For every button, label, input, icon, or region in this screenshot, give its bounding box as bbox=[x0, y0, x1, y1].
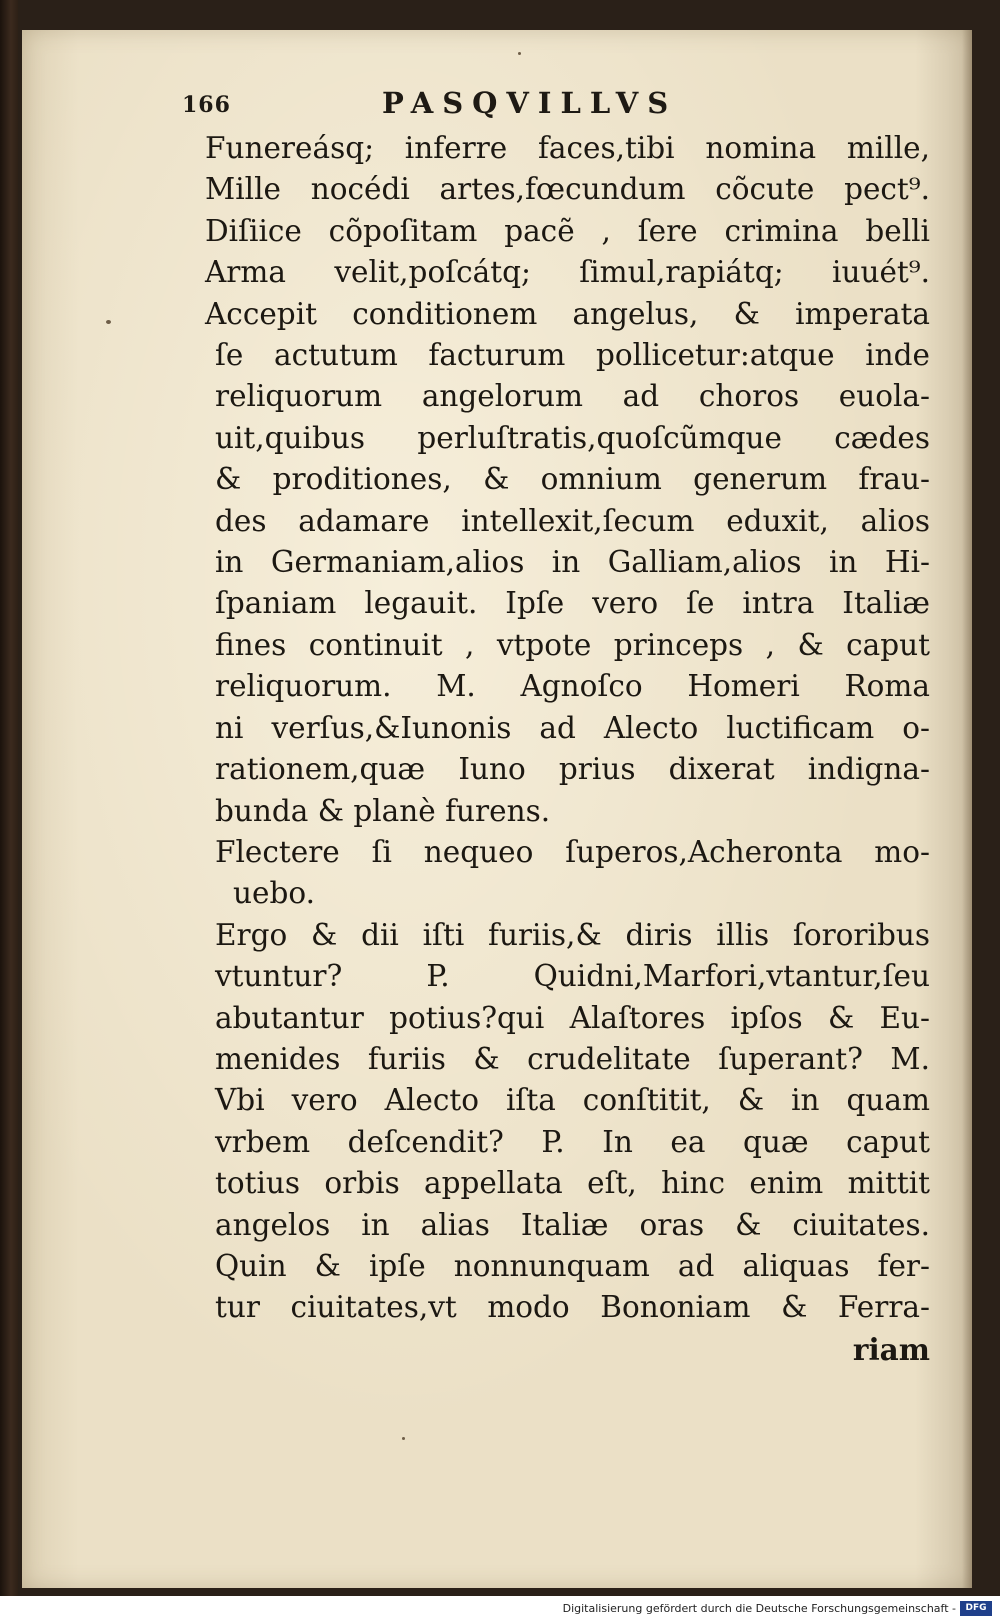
text-line: tur ciuitates,vt modo Bononiam & Ferra- bbox=[215, 1290, 930, 1325]
body-text bbox=[205, 128, 930, 1370]
paper-speck bbox=[106, 320, 111, 324]
text-line: Arma velit,poſcátq; ſimul,rapiátq; iuuét⁹. bbox=[205, 255, 930, 290]
text-line: Diſiice cõpoſitam pacẽ , ſere crimina belli bbox=[205, 213, 930, 248]
catchword: riam bbox=[852, 1331, 930, 1367]
running-title: PASQVILLVS bbox=[382, 86, 678, 120]
text-line: des adamare intellexit,ſecum eduxit, alios bbox=[215, 503, 930, 538]
text-line: abutantur potius?qui Alaſtores ipſos & Eu- bbox=[215, 1000, 930, 1035]
text-line: rationem,quæ Iuno prius dixerat indigna- bbox=[215, 752, 930, 787]
book-cover-edge bbox=[0, 0, 18, 1596]
text-line: ni verſus,&Iunonis ad Alecto luctificam o- bbox=[215, 710, 930, 745]
text-line: vrbem deſcendit? P. In ea quæ caput bbox=[215, 1124, 930, 1159]
page-edge-shadow bbox=[962, 30, 972, 1588]
text-line: Vbi vero Alecto iſta conſtitit, & in quam bbox=[215, 1083, 930, 1118]
text-line: Ergo & dii iſti furiis,& diris illis ſororibus bbox=[215, 917, 930, 952]
text-line: Quin & ipſe nonnunquam ad aliquas fer- bbox=[215, 1248, 930, 1283]
text-line: uebo. bbox=[233, 876, 315, 911]
paper-speck bbox=[402, 1437, 405, 1440]
funding-notice: Digitalisierung gefördert durch die Deutsche Forschungsgemeinschaft - bbox=[562, 1602, 956, 1615]
text-line: totius orbis appellata eſt, hinc enim mittit bbox=[215, 1166, 930, 1201]
text-line: menides furiis & crudelitate ſuperant? M. bbox=[215, 1041, 930, 1076]
text-line: ſe actutum facturum pollicetur:atque inde bbox=[215, 338, 930, 373]
text-line: reliquorum angelorum ad choros euola- bbox=[215, 379, 930, 414]
digitization-footer bbox=[0, 1596, 1000, 1622]
text-line: reliquorum. M. Agnoſco Homeri Roma bbox=[215, 669, 930, 704]
text-line: ſpaniam legauit. Ipſe vero ſe intra Italiæ bbox=[215, 586, 930, 621]
text-line: Mille nocédi artes,fœcundum cõcute pect⁹. bbox=[205, 172, 930, 207]
text-line: bunda & planè furens. bbox=[215, 793, 551, 828]
text-line: fines continuit , vtpote princeps , & caput bbox=[215, 627, 930, 662]
text-line: angelos in alias Italiæ oras & ciuitates. bbox=[215, 1207, 930, 1242]
paper-speck bbox=[518, 52, 521, 55]
dfg-logo: DFG bbox=[960, 1601, 992, 1616]
text-line: Funereásq; inferre faces,tibi nomina mille, bbox=[205, 131, 930, 165]
text-line: Accepit conditionem angelus, & imperata bbox=[205, 296, 930, 331]
running-head bbox=[182, 86, 952, 126]
text-line: & proditiones, & omnium generum frau- bbox=[215, 462, 930, 497]
text-line: vtuntur? P. Quidni,Marfori,vtantur,ſeu bbox=[215, 959, 930, 994]
text-line: in Germaniam,alios in Galliam,alios in Hi- bbox=[215, 545, 930, 580]
text-line: Flectere ſi nequeo ſuperos,Acheronta mo- bbox=[215, 834, 930, 869]
page-number: 166 bbox=[182, 92, 231, 118]
text-line: uit,quibus perluſtratis,quoſcũmque cædes bbox=[215, 420, 930, 455]
